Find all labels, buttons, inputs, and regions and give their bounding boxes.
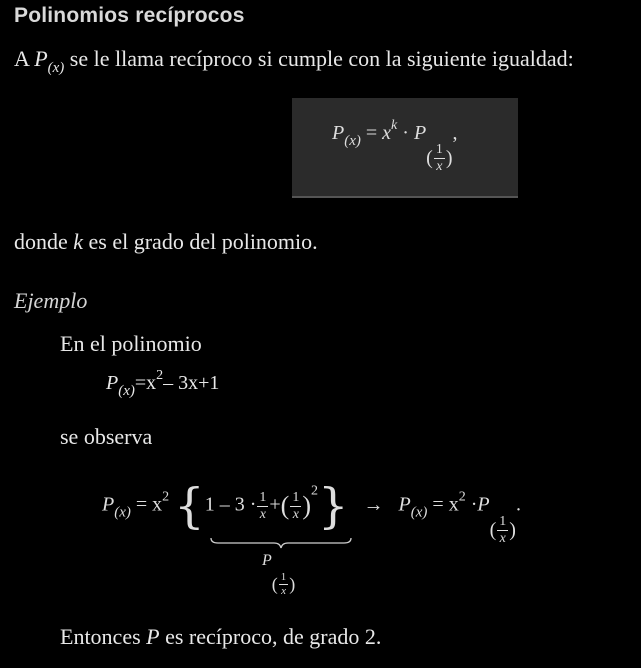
ub-num: 1	[280, 570, 287, 583]
polynomial-line	[106, 368, 219, 400]
exp-p: P	[102, 493, 115, 516]
intro-p: P	[34, 46, 48, 71]
exp-frac1-den: x	[257, 506, 268, 523]
def-frac-den: x	[434, 158, 445, 175]
exp-lparen: (	[280, 491, 290, 520]
exp-exp2: 2	[162, 489, 170, 505]
exp-trail: .	[515, 493, 521, 516]
arrow-icon: →	[363, 493, 384, 516]
ub-subscript	[272, 571, 296, 598]
conclusion-line	[60, 624, 381, 650]
def-frac-num: 1	[435, 141, 443, 157]
def-equals: =	[365, 122, 378, 144]
exp-lbrace: {	[174, 478, 205, 534]
conclusion-p: P	[146, 624, 160, 649]
exp-right-frac-den: x	[497, 530, 508, 547]
exp-right-rparen: )	[509, 518, 516, 541]
ub-den: x	[279, 584, 289, 598]
en-el-polinomio: En el polinomio	[60, 331, 202, 356]
conclusion-prefix: Entonces	[60, 624, 141, 649]
ub-fraction	[279, 571, 289, 598]
donde-line	[14, 229, 318, 255]
exp-fraction-1	[257, 490, 268, 523]
exp-rbrace: }	[318, 478, 349, 534]
exp-eq: = x	[135, 493, 163, 516]
underbrace-icon	[210, 537, 352, 549]
exp-right-fraction	[497, 514, 508, 547]
section-heading: Polinomios recíprocos	[14, 4, 245, 27]
exp-frac2-num: 1	[292, 489, 300, 505]
ub-lparen: (	[271, 573, 278, 594]
poly-sub-x: (x)	[118, 383, 135, 399]
exp-one-minus: 1 – 3 ·	[204, 493, 257, 516]
def-exp-k: k	[391, 118, 398, 133]
poly-eq: =x	[134, 372, 157, 394]
exp-sq: 2	[311, 483, 318, 499]
exp-eq-right: = x	[432, 493, 459, 516]
def-p2: P	[413, 122, 427, 144]
ub-rparen: )	[289, 573, 296, 594]
underbrace-label	[262, 552, 295, 598]
poly-exp: 2	[156, 368, 164, 383]
exp-dot-right: ·	[470, 493, 478, 516]
exp-plus: +	[269, 493, 281, 516]
def-rparen: )	[445, 146, 453, 169]
ub-p: P	[262, 552, 272, 569]
donde-suffix: es el grado del polinomio.	[88, 229, 318, 254]
conclusion-suffix: es recíproco, de grado 2.	[165, 624, 382, 649]
intro-sub-x: (x)	[47, 60, 65, 76]
exp-sub-x: (x)	[114, 504, 131, 521]
poly-rest: – 3x+1	[163, 372, 220, 394]
donde-prefix: donde	[14, 229, 68, 254]
intro-prefix: A	[14, 46, 29, 71]
intro-line	[14, 46, 574, 77]
def-x: x	[382, 122, 392, 144]
exp-frac2-den: x	[290, 506, 301, 523]
exp-exp2-right: 2	[458, 489, 466, 505]
exp-rparen: )	[302, 491, 311, 520]
def-p: P	[332, 122, 345, 144]
exp-right-frac-num: 1	[499, 513, 507, 529]
ejemplo-label: Ejemplo	[14, 288, 88, 313]
intro-suffix: se le llama recíproco si cumple con la siguiente igualdad:	[69, 46, 574, 71]
exp-frac1-num: 1	[259, 489, 267, 505]
def-fraction	[434, 142, 445, 175]
def-subscript-fraction	[426, 142, 452, 175]
poly-p: P	[106, 372, 119, 394]
definition-formula	[332, 118, 458, 175]
exp-right-lparen: (	[489, 518, 497, 541]
def-dot: ·	[402, 122, 409, 144]
exp-right-subscript	[490, 514, 516, 547]
def-sub-x: (x)	[344, 133, 361, 149]
se-observa: se observa	[60, 424, 153, 449]
exp-sub-x-right: (x)	[410, 504, 428, 521]
donde-k: k	[73, 229, 84, 254]
exp-p-right2: P	[477, 493, 490, 516]
def-trail: ,	[452, 122, 458, 144]
exp-fraction-2	[290, 490, 301, 523]
exp-p-right: P	[398, 493, 411, 516]
def-lparen: (	[426, 146, 433, 169]
